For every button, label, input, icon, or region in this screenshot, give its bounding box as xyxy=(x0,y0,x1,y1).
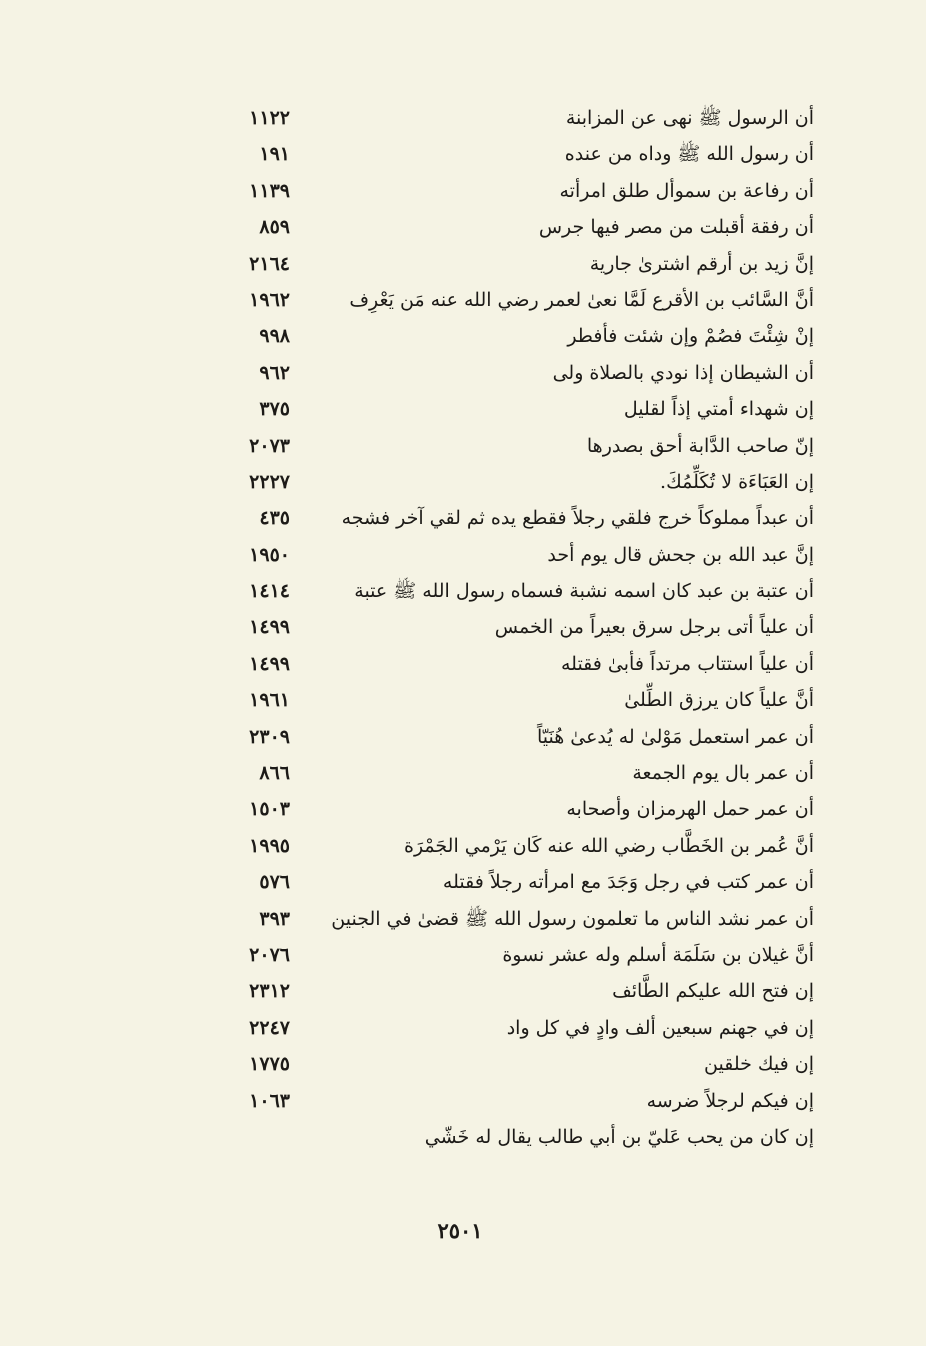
index-entry xyxy=(0,100,926,136)
index-entry xyxy=(0,209,926,245)
index-entry xyxy=(0,1046,926,1082)
entry-page-number: ٢٢٤٧ xyxy=(249,1016,290,1039)
entry-text: أن عمر بال يوم الجمعة xyxy=(632,762,814,785)
index-entry xyxy=(0,1119,926,1155)
page-number: ٢٥٠١ xyxy=(437,1218,483,1243)
entry-page-number: ١٧٧٥ xyxy=(249,1053,290,1076)
index-entry xyxy=(0,864,926,900)
index-entry xyxy=(0,719,926,755)
index-entry xyxy=(0,646,926,682)
index-entry xyxy=(0,1010,926,1046)
entry-page-number: ٢٠٧٦ xyxy=(249,943,290,966)
entry-text: إن في جهنم سبعين ألف وادٍ في كل واد xyxy=(506,1016,814,1039)
entry-text: أن الرسول ﷺ نهى عن المزابنة xyxy=(565,107,814,129)
index-entry xyxy=(0,791,926,827)
entry-page-number: ١١٣٩ xyxy=(249,179,290,202)
entry-text: أن عمر كتب في رجل وَجَدَ مع امرأته رجلاً فقتله xyxy=(442,871,814,894)
entry-text: أنَّ علياً كان يرزق الطِّلىٰ xyxy=(624,689,814,712)
entry-page-number: ٤٣٥ xyxy=(259,507,290,530)
entry-page-number: ١٩١ xyxy=(259,143,290,166)
entry-page-number: ٢١٦٤ xyxy=(249,252,290,275)
entry-text: أن عتبة بن عبد كان اسمه نشبة فسماه رسول الله ﷺ عتبة xyxy=(354,580,814,603)
entry-page-number: ١٩٥٠ xyxy=(249,543,290,566)
entry-page-number: ٢٣٠٩ xyxy=(249,725,290,748)
entry-text: إنَّ زيد بن أرقم اشترىٰ جارية xyxy=(589,252,814,275)
entry-page-number: ١٤٩٩ xyxy=(249,616,290,639)
entry-page-number: ٢٠٧٣ xyxy=(249,434,290,457)
entry-page-number: ١٥٠٣ xyxy=(249,798,290,821)
entry-text: أن عمر استعمل مَوْلىٰ له يُدعىٰ هُنَيّاً xyxy=(536,725,814,748)
entry-text: إنّ صاحب الدَّابة أحق بصدرها xyxy=(586,434,814,457)
entry-text: إن فيك خلقين xyxy=(704,1053,814,1076)
entry-page-number: ٢٣١٢ xyxy=(249,980,290,1003)
index-entry xyxy=(0,755,926,791)
entry-text: أن علياً أتى برجل سرق بعيراً من الخمس xyxy=(494,616,814,639)
entry-text: أن عمر حمل الهرمزان وأصحابه xyxy=(566,798,814,821)
entry-text: أن علياً استتاب مرتداً فأبىٰ فقتله xyxy=(560,652,814,675)
entry-page-number: ١٤٩٩ xyxy=(249,652,290,675)
entry-page-number: ٨٥٩ xyxy=(259,216,290,239)
index-entry xyxy=(0,173,926,209)
index-entry xyxy=(0,282,926,318)
index-entry xyxy=(0,973,926,1009)
entry-page-number: ٣٩٣ xyxy=(259,907,290,930)
index-entry xyxy=(0,464,926,500)
entry-text: أن رفاعة بن سموأل طلق امرأته xyxy=(559,179,814,202)
entry-text: أنَّ عُمر بن الخَطَّاب رضي الله عنه كَان يَرْمي الجَمْرَة xyxy=(403,834,814,857)
entry-page-number: ١٩٦١ xyxy=(249,689,290,712)
index-entry xyxy=(0,937,926,973)
entry-page-number: ٣٧٥ xyxy=(259,398,290,421)
index-entry xyxy=(0,246,926,282)
entry-text: إنَّ عبد الله بن جحش قال يوم أحد xyxy=(547,543,814,566)
entry-page-number: ٩٦٢ xyxy=(259,361,290,384)
entry-page-number: ١٩٩٥ xyxy=(249,834,290,857)
entry-page-number: ١٤١٤ xyxy=(249,580,290,603)
entry-text: إن كان من يحب عَليّ بن أبي طالب يقال له خَشّي xyxy=(424,1125,814,1148)
entry-text: أن الشيطان إذا نودي بالصلاة ولى xyxy=(552,361,814,384)
entry-text: إنْ شِئْتَ فصُمْ وإن شئت فأفطر xyxy=(567,325,814,348)
entry-text: أنَّ غيلان بن سَلَمَة أسلم وله عشر نسوة xyxy=(502,943,814,966)
entry-page-number: ٢٢٢٧ xyxy=(249,470,290,493)
entry-text: أن رفقة أقبلت من مصر فيها جرس xyxy=(538,216,814,239)
index-entry xyxy=(0,355,926,391)
entry-text: أن رسول الله ﷺ وداه من عنده xyxy=(564,143,814,166)
index-entry xyxy=(0,500,926,536)
index-entry xyxy=(0,901,926,937)
index-entry xyxy=(0,573,926,609)
index-entry xyxy=(0,318,926,354)
entry-page-number: ٥٧٦ xyxy=(259,871,290,894)
index-entry xyxy=(0,609,926,645)
index-entry xyxy=(0,391,926,427)
index-entry xyxy=(0,136,926,172)
entry-text: إن فتح الله عليكم الطَّائف xyxy=(612,980,814,1003)
entry-page-number: ١٩٦٢ xyxy=(249,288,290,311)
index-entry xyxy=(0,682,926,718)
entry-text: أن عمر نشد الناس ما تعلمون رسول الله ﷺ قضىٰ في الجنين xyxy=(331,907,814,930)
index-entry xyxy=(0,828,926,864)
entry-text: إن فيكم لرجلاً ضرسه xyxy=(646,1089,814,1112)
entry-page-number: ١٠٦٣ xyxy=(249,1089,290,1112)
index-entry xyxy=(0,1083,926,1119)
entry-text: أنَّ السَّائب بن الأقرع لَمَّا نعىٰ لعمر رضي الله عنه مَن يَعْرِف xyxy=(349,288,814,311)
entry-page-number: ٩٩٨ xyxy=(259,325,290,348)
entry-text: إن العَبَاءَة لا تُكَلِّمُكَ. xyxy=(660,470,814,493)
hadith-index-list xyxy=(0,100,926,1155)
entry-page-number: ١١٢٢ xyxy=(249,107,290,129)
index-entry xyxy=(0,428,926,464)
entry-text: أن عبداً مملوكاً خرج فلقي رجلاً فقطع يده ثم لقي آخر فشجه xyxy=(341,507,814,530)
entry-page-number: ٨٦٦ xyxy=(259,762,290,785)
index-entry xyxy=(0,537,926,573)
entry-text: إن شهداء أمتي إذاً لقليل xyxy=(623,398,814,421)
